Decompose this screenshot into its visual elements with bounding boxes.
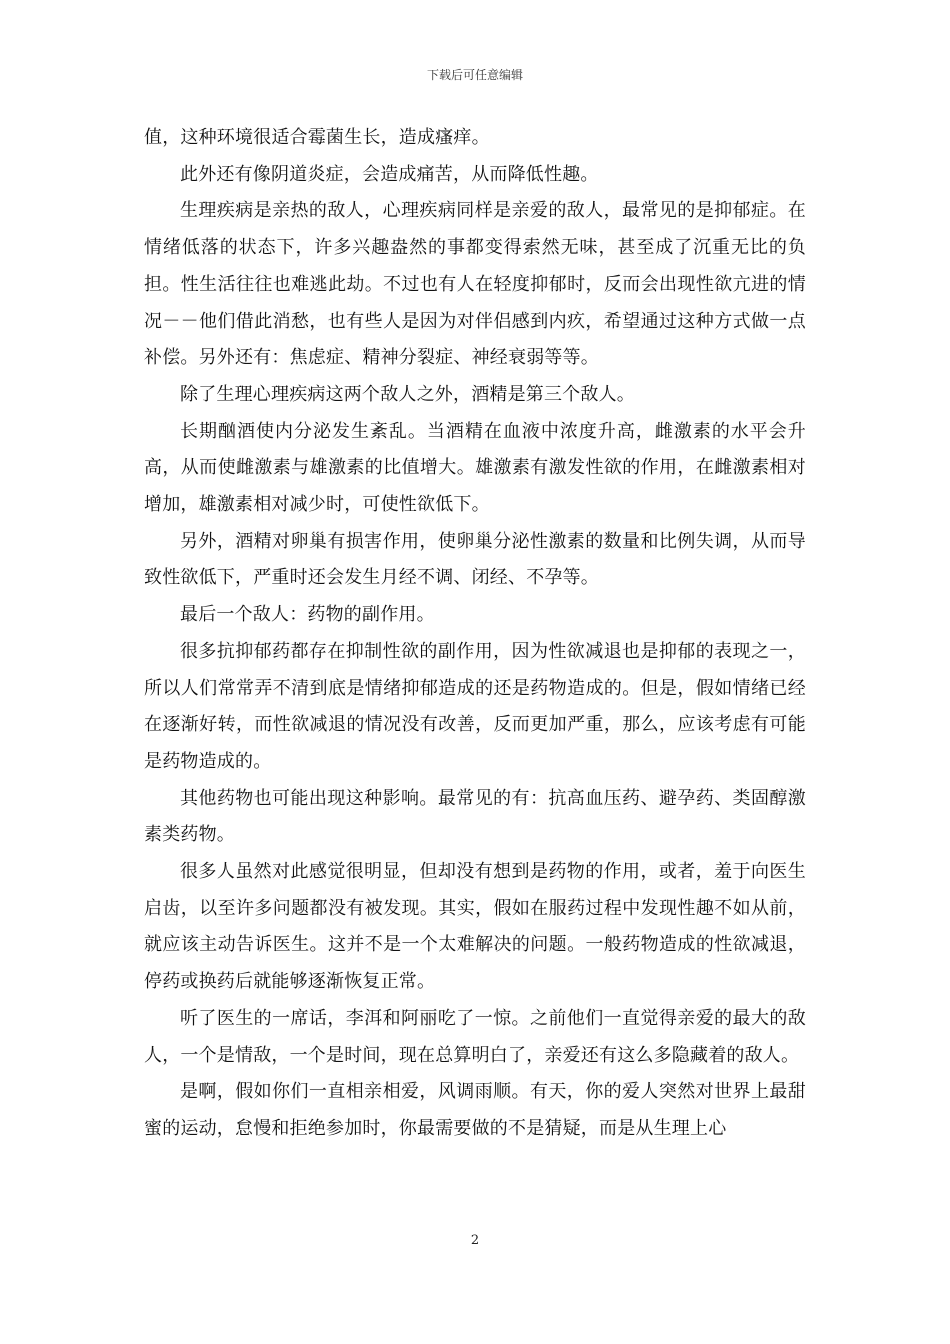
paragraph: 生理疾病是亲热的敌人，心理疾病同样是亲爱的敌人，最常见的是抑郁症。在情绪低落的状态下，许多兴趣盎然的事都变得索然无味，甚至成了沉重无比的负担。性生活往往也难逃此劫。不过也有人在轻度抑郁时，反而会出现性欲亢进的情况－－他们借此消愁，也有些人是因为对伴侣感到内疚，希望通过这种方式做一点补偿。另外还有：焦虑症、精神分裂症、神经衰弱等等。: [144, 200, 806, 369]
paragraph: 很多抗抑郁药都存在抑制性欲的副作用，因为性欲减退也是抑郁的表现之一，所以人们常常弄不清到底是情绪抑郁造成的还是药物造成的。但是，假如情绪已经在逐渐好转，而性欲减退的情况没有改善，反而更加严重，那么，应该考虑有可能是药物造成的。: [144, 640, 806, 772]
page-number: 2: [470, 1233, 480, 1248]
paragraph: 除了生理心理疾病这两个敌人之外，酒精是第三个敌人。: [180, 383, 635, 405]
paragraph: 此外还有像阴道炎症，会造成痛苦，从而降低性趣。: [180, 163, 599, 185]
paragraph: 是啊，假如你们一直相亲相爱，风调雨顺。有天，你的爱人突然对世界上最甜蜜的运动，怠慢和拒绝参加时，你最需要做的不是猜疑，而是从生理上心: [144, 1081, 806, 1139]
paragraph: 很多人虽然对此感觉很明显，但却没有想到是药物的作用，或者，羞于向医生启齿，以至许多问题都没有被发现。其实，假如在服药过程中发现性趣不如从前，就应该主动告诉医生。这并不是一个太难解决的问题。一般药物造成的性欲减退，停药或换药后就能够逐渐恢复正常。: [144, 861, 806, 993]
paragraph: 长期酗酒使内分泌发生紊乱。当酒精在血液中浓度升高，雌激素的水平会升高，从而使雌激素与雄激素的比值增大。雄激素有激发性欲的作用，在雌激素相对增加，雄激素相对减少时，可使性欲低下。: [144, 420, 806, 516]
document-body: [144, 120, 806, 1148]
paragraph: 其他药物也可能出现这种影响。最常见的有：抗高血压药、避孕药、类固醇激素类药物。: [144, 787, 806, 846]
paragraph: 听了医生的一席话，李洱和阿丽吃了一惊。之前他们一直觉得亲爱的最大的敌人，一个是情敌，一个是时间，现在总算明白了，亲爱还有这么多隐藏着的敌人。: [144, 1007, 806, 1066]
paragraph: 另外，酒精对卵巢有损害作用，使卵巢分泌性激素的数量和比例失调，从而导致性欲低下，严重时还会发生月经不调、闭经、不孕等。: [144, 530, 806, 589]
paragraph: 最后一个敌人：药物的副作用。: [180, 604, 435, 626]
page-header: 下载后可任意编辑: [426, 68, 523, 82]
paragraph: 值，这种环境很适合霉菌生长，造成瘙痒。: [144, 127, 490, 148]
